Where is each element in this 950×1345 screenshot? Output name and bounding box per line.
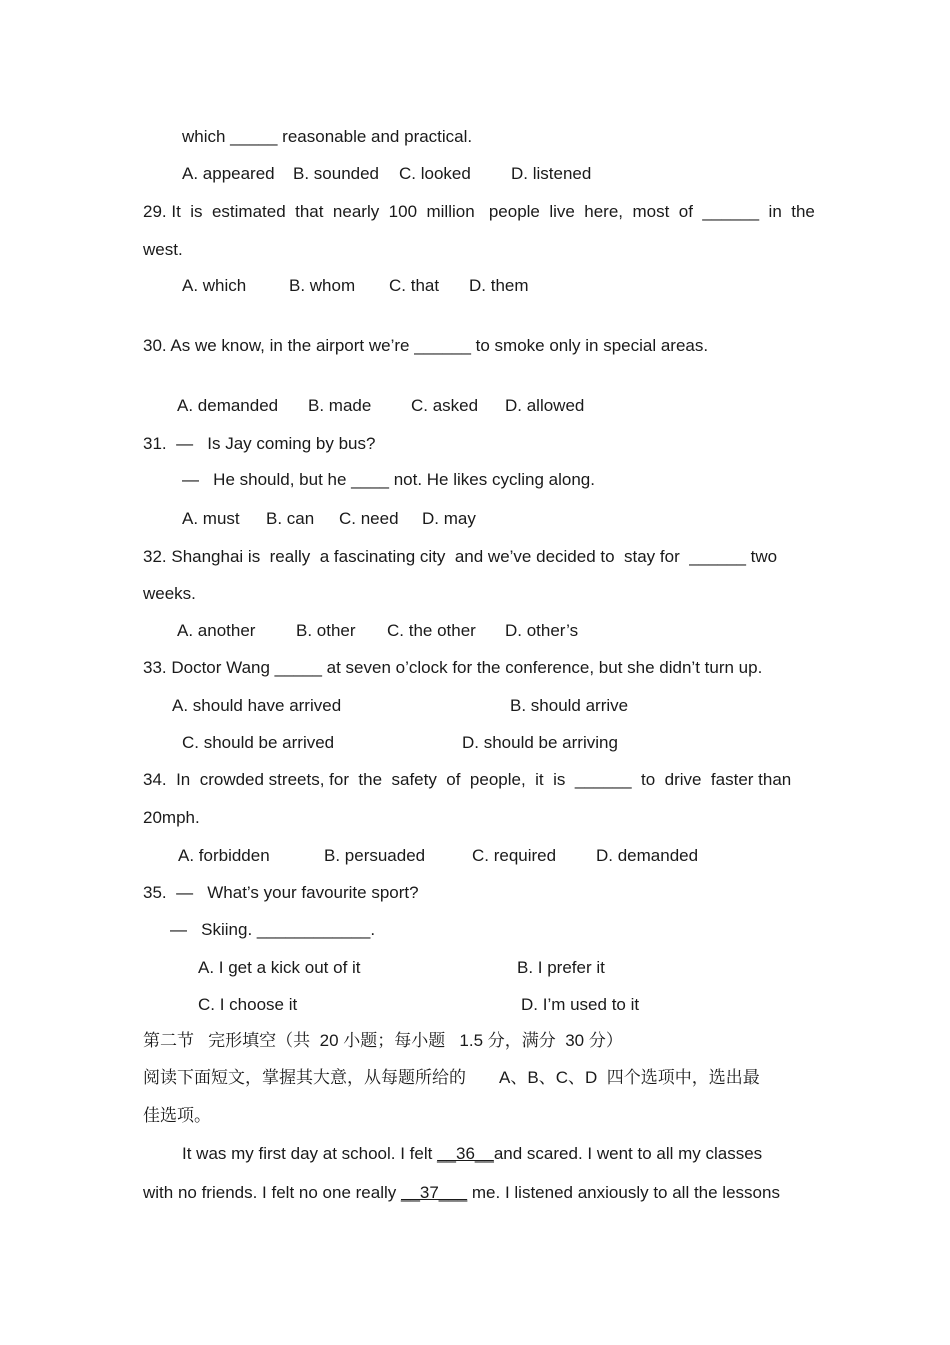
passage-text: and scared. I went to all my classes [493, 1144, 763, 1163]
q30-option-a: A. demanded [177, 396, 279, 415]
passage-text: It was my first day at school. I felt [182, 1144, 438, 1163]
q31-option-a: A. must [182, 509, 240, 528]
q29-stem-continued: west. [143, 240, 183, 259]
q32-option-b: B. other [296, 621, 356, 640]
q32-stem-continued: weeks. [143, 584, 196, 603]
q29-option-d: D. them [469, 276, 529, 295]
q31-stem: 31. — Is Jay coming by bus? [143, 434, 376, 453]
q29-stem: 29. It is estimated that nearly 100 million people live here, most of ______ in the [143, 202, 815, 221]
q33-option-d: D. should be arriving [462, 733, 618, 752]
q35-reply: — Skiing. ____________. [170, 920, 376, 939]
q34-option-d: D. demanded [596, 846, 699, 865]
q28-option-c: C. looked [399, 164, 471, 183]
q33-option-a: A. should have arrived [172, 696, 342, 715]
q29-option-c: C. that [389, 276, 440, 295]
q35-stem: 35. — What’s your favourite sport? [143, 883, 419, 902]
q35-option-d: D. I’m used to it [521, 995, 640, 1014]
q32-stem: 32. Shanghai is really a fascinating city and we’ve decided to stay for ______ two [143, 547, 778, 566]
blank-37: __37___ [400, 1183, 468, 1202]
q35-option-b: B. I prefer it [517, 958, 605, 977]
q31-option-c: C. need [339, 509, 399, 528]
q30-option-b: B. made [308, 396, 372, 415]
section-heading: 第二节 完形填空（共 20 小题；每小题 1.5 分，满分 30 分） [143, 1031, 623, 1050]
section-instructions: 阅读下面短文，掌握其大意，从每题所给的 A、B、C、D 四个选项中，选出最 [143, 1068, 760, 1087]
q32-option-d: D. other’s [505, 621, 579, 640]
q30-option-c: C. asked [411, 396, 479, 415]
q34-option-b: B. persuaded [324, 846, 426, 865]
q30-option-d: D. allowed [505, 396, 585, 415]
q34-option-a: A. forbidden [178, 846, 270, 865]
q30-stem: 30. As we know, in the airport we’re ______ to smoke only in special areas. [143, 336, 709, 355]
q33-option-b: B. should arrive [510, 696, 629, 715]
q28-option-d: D. listened [511, 164, 592, 183]
passage-line-2 [143, 1183, 780, 1203]
passage-line-1 [182, 1144, 762, 1164]
blank-36: __36__ [437, 1144, 494, 1163]
q33-stem: 33. Doctor Wang _____ at seven o’clock for the conference, but she didn’t turn up. [143, 658, 763, 677]
passage-text: with no friends. I felt no one really [143, 1183, 401, 1202]
q34-option-c: C. required [472, 846, 557, 865]
q32-option-a: A. another [177, 621, 256, 640]
q33-option-c: C. should be arrived [182, 733, 335, 752]
q31-reply: — He should, but he ____ not. He likes cycling along. [182, 470, 595, 489]
q29-option-b: B. whom [289, 276, 356, 295]
q31-option-b: B. can [266, 509, 315, 528]
q31-option-d: D. may [422, 509, 476, 528]
q28-stem-continued: which _____ reasonable and practical. [182, 127, 473, 146]
passage-text: me. I listened anxiously to all the lessons [467, 1183, 780, 1202]
q29-option-a: A. which [182, 276, 247, 295]
q32-option-c: C. the other [387, 621, 476, 640]
section-instructions-continued: 佳选项。 [143, 1106, 211, 1125]
q34-stem: 34. In crowded streets, for the safety of people, it is ______ to drive faster than [143, 770, 792, 789]
q35-option-a: A. I get a kick out of it [198, 958, 361, 977]
q35-option-c: C. I choose it [198, 995, 298, 1014]
q34-stem-continued: 20mph. [143, 808, 200, 827]
q28-option-a: A. appeared [182, 164, 275, 183]
q28-option-b: B. sounded [293, 164, 380, 183]
